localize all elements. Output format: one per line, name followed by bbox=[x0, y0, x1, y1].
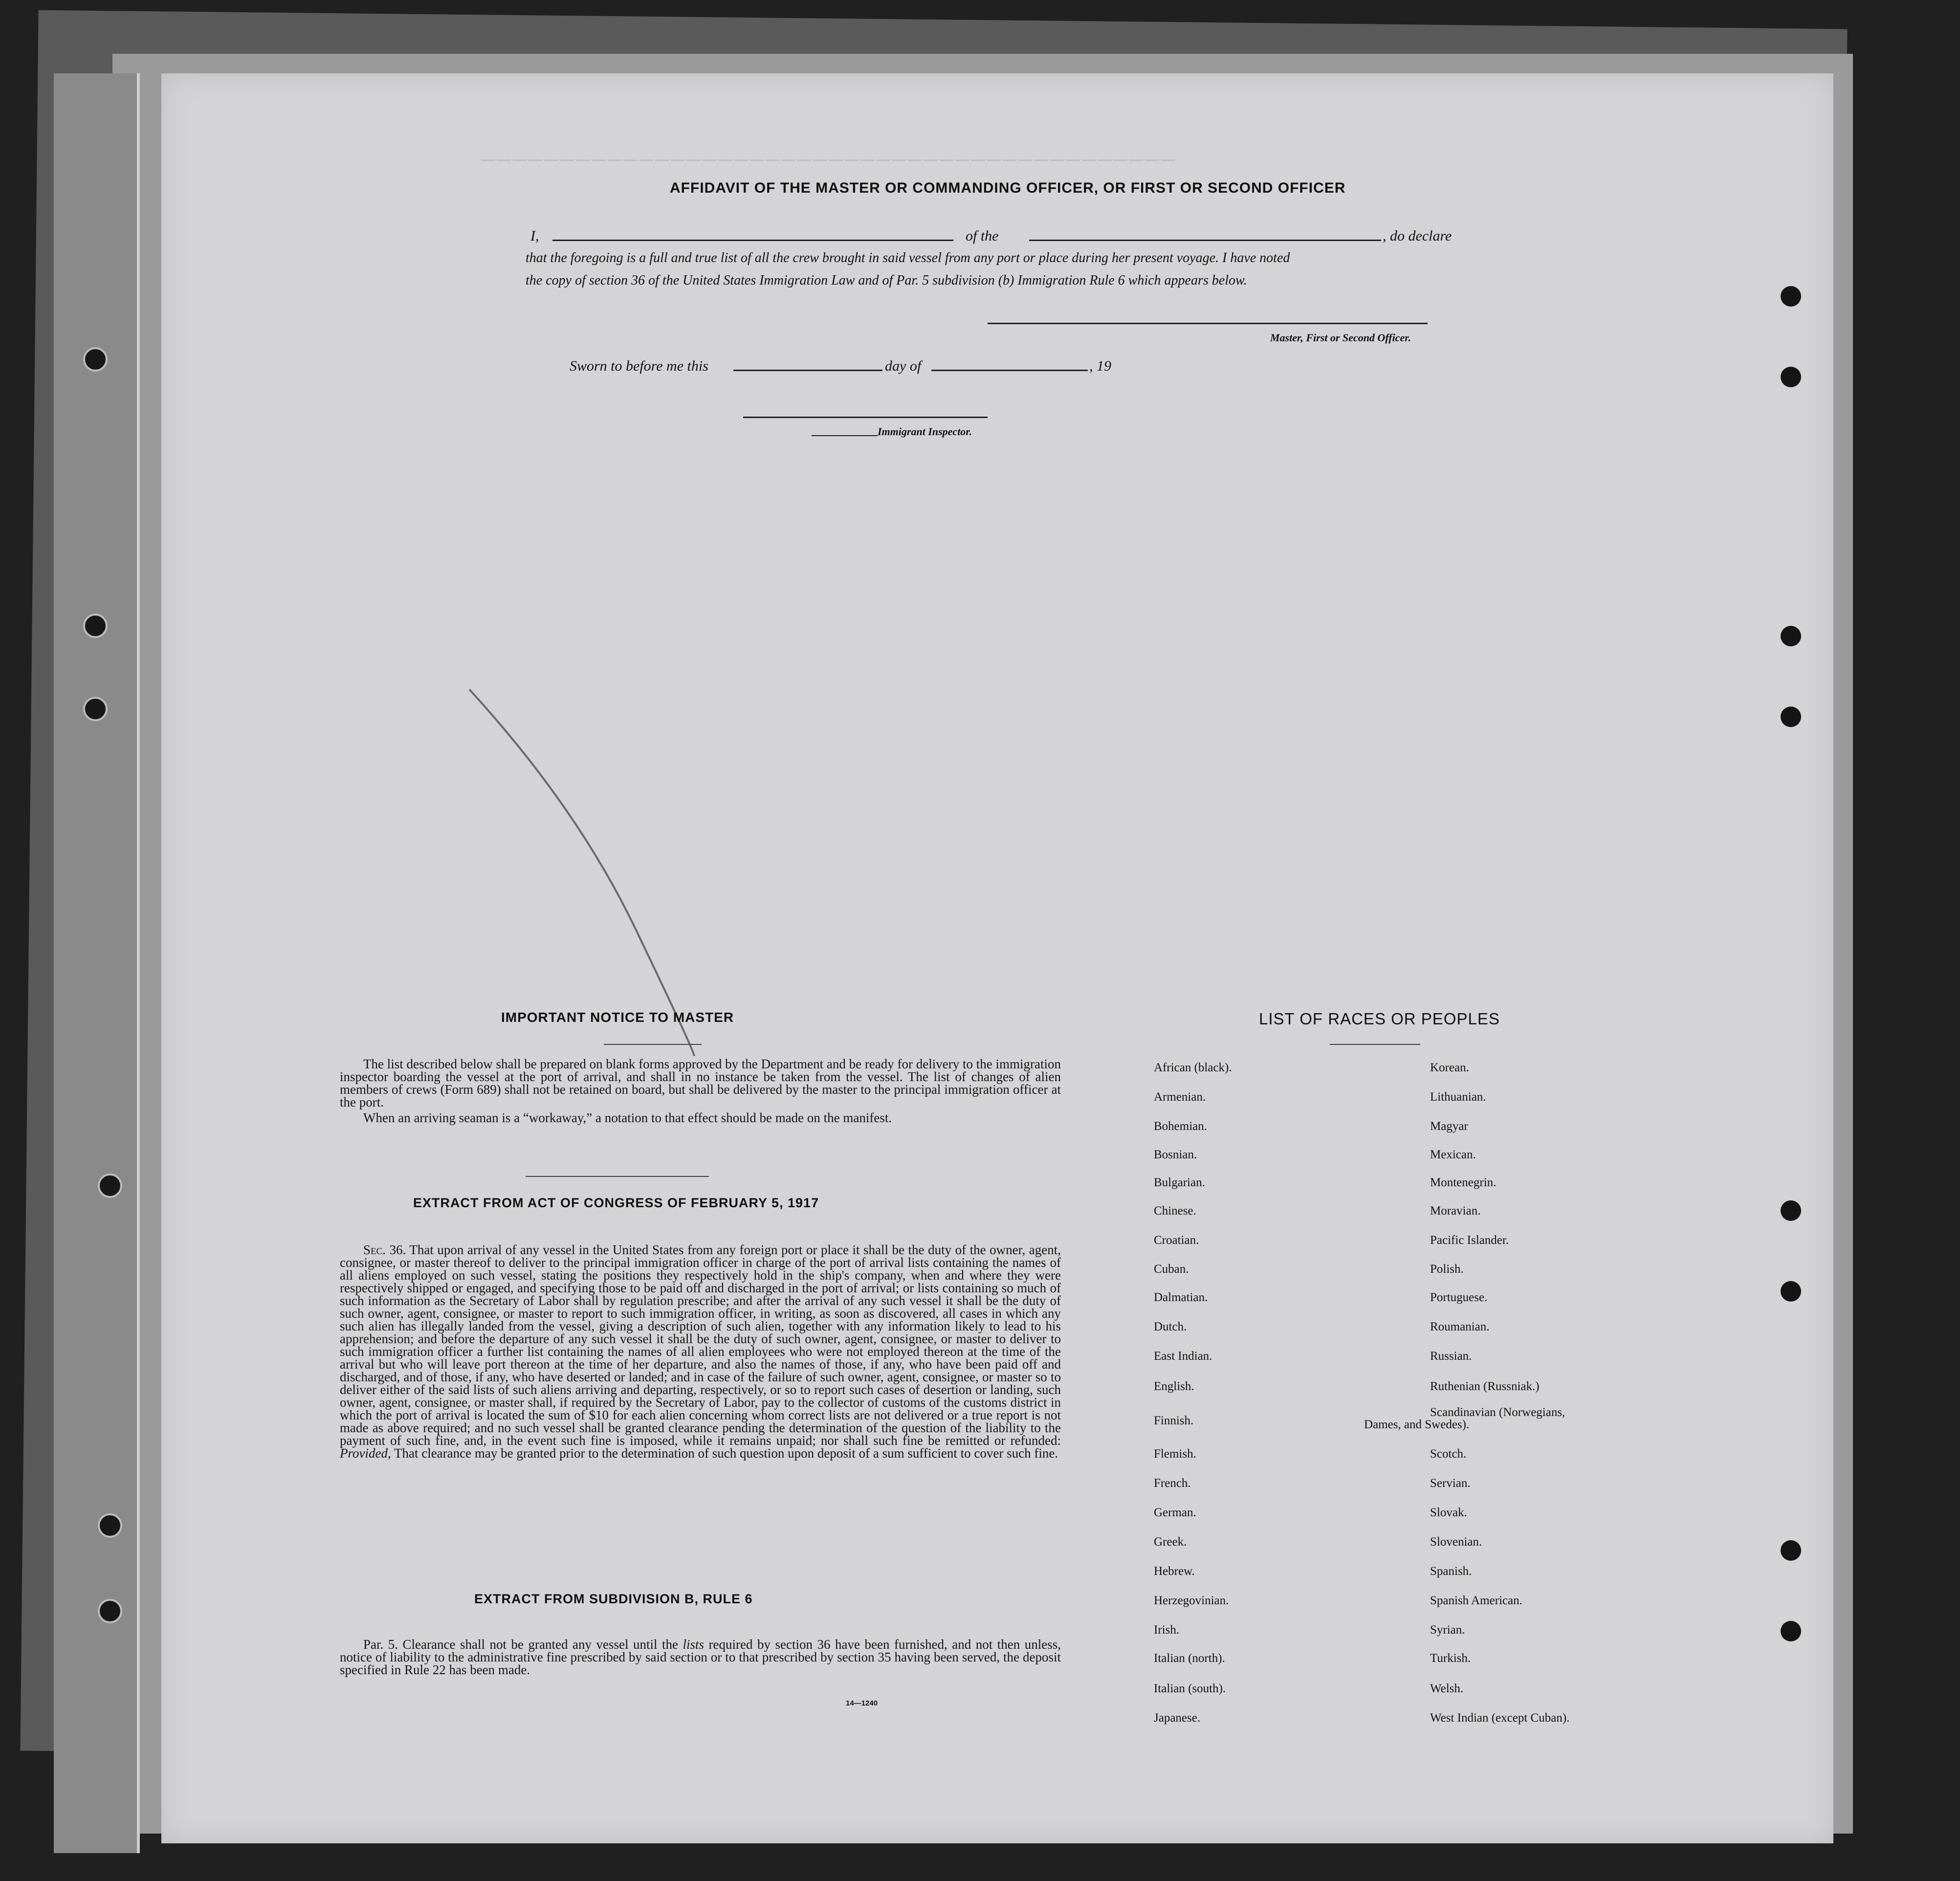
punch-hole-icon bbox=[1781, 1281, 1801, 1302]
race-item: Armenian. bbox=[1154, 1090, 1206, 1104]
race-item: Ruthenian (Russniak.) bbox=[1430, 1380, 1540, 1393]
race-item: Japanese. bbox=[1154, 1711, 1201, 1725]
race-item: Servian. bbox=[1430, 1477, 1471, 1490]
race-item: Welsh. bbox=[1430, 1682, 1464, 1695]
race-item: Irish. bbox=[1154, 1623, 1180, 1637]
affidavit-text-line2: the copy of section 36 of the United States Immigration Law and of Par. 5 subdivision (b) Immigration Rule 6 which appears below. bbox=[526, 273, 1247, 288]
notice-paragraph-1: The list described below shall be prepared on blank forms approved by the Department and be ready for delivery to the immigration inspector boarding the vessel at the port of arrival, and shall in no instance be taken from the vessel. The list of changes of alien members of crews (Form 689) shall not be retained on board, but shall be delivered by the master to the principal immigration officer at the port. bbox=[340, 1057, 1061, 1109]
rule-extract-body bbox=[340, 1638, 1061, 1676]
inspector-label: Immigrant Inspector. bbox=[878, 425, 972, 438]
divider bbox=[526, 1176, 709, 1177]
lists-word: lists bbox=[683, 1637, 705, 1652]
race-item: Cuban. bbox=[1154, 1262, 1189, 1276]
race-item: Scotch. bbox=[1430, 1447, 1467, 1461]
form-page bbox=[161, 73, 1833, 1843]
section-36-text: That upon arrival of any vessel in the United States from any foreign port or place it shall be the duty of the owner, agent, consignee, or master thereof to deliver to the principal immigration officer in charge of the port of arrival lists containing the names of all aliens employed on such vessel, stating the positions they respectively hold in the ship's company, when and where they were respectively shipped or engaged, and specifying those to be paid off and discharged in the port of arrival; or lists containing so much of such information as the Secretary of Labor shall by regulation prescribe; and after the arrival of any such vessel it shall be the duty of such owner, agent, consignee, or master to report to such immigration officer, in writing, as soon as discovered, all cases in which any such alien has illegally landed from the vessel, giving a description of such alien, together with any information likely to lead to his apprehension; and before the departure of any such vessel it shall be the duty of such owner, agent, consignee, or master to deliver to such immigration officer a further list containing the names of all alien employees who were not employed thereon at the time of the arrival but who will leave port thereon at the time of her departure, and also the names of those, if any, who have been paid off and discharged, and of those, if any, who have deserted or landed; and in case of the failure of such owner, agent, consignee, or master so to deliver either of the said lists of such aliens arriving and departing, respectively, or so to report such cases of desertion or landing, such owner, agent, consignee, or master shall, if required by the Secretary of Labor, pay to the collector of customs of the customs district in which the port of arrival is located the sum of $10 for each alien concerning whom correct lists are not delivered or a true report is not made as above required; and no such vessel shall be granted clearance pending the determination of the question of the liability to the payment of such fine, and, in the event such fine is imposed, while it remains unpaid; nor shall such fine be remitted or refunded: bbox=[340, 1242, 1061, 1448]
rule-extract-title: EXTRACT FROM SUBDIVISION B, RULE 6 bbox=[474, 1592, 753, 1606]
race-item: Lithuanian. bbox=[1430, 1090, 1486, 1104]
inspector-prefix-line bbox=[812, 435, 878, 436]
race-item: Portuguese. bbox=[1430, 1291, 1488, 1304]
race-item: Bohemian. bbox=[1154, 1120, 1208, 1133]
vessel-name-field[interactable] bbox=[1029, 240, 1381, 241]
binder-hole-icon bbox=[98, 1513, 122, 1538]
race-item: Croatian. bbox=[1154, 1234, 1199, 1247]
pencil-mark bbox=[464, 685, 719, 1066]
rule-text-before: Par. 5. Clearance shall not be granted any vessel until the bbox=[363, 1637, 678, 1652]
punch-hole-icon bbox=[1781, 286, 1801, 307]
race-item: Scandinavian (Norwegians, bbox=[1430, 1406, 1565, 1419]
affidavit-text-line1: that the foregoing is a full and true list of all the crew brought in said vessel from any port or place during her present voyage. I have noted bbox=[526, 250, 1290, 266]
form-number: 14—1240 bbox=[846, 1699, 878, 1707]
binder-hole-icon bbox=[98, 1173, 122, 1198]
race-item: Herzegovinian. bbox=[1154, 1594, 1229, 1607]
race-item: Turkish. bbox=[1430, 1652, 1471, 1665]
race-item: Slovak. bbox=[1430, 1506, 1467, 1519]
bleed-through-text: ──────────────────────────────────────────── bbox=[479, 149, 1175, 171]
punch-hole-icon bbox=[1781, 367, 1801, 387]
binder-hole-icon bbox=[83, 697, 108, 721]
punch-hole-icon bbox=[1781, 626, 1801, 646]
race-item: Spanish. bbox=[1430, 1565, 1472, 1578]
day-of-label: day of bbox=[885, 358, 922, 374]
race-item: Italian (south). bbox=[1154, 1682, 1226, 1695]
master-signature-label: Master, First or Second Officer. bbox=[1270, 332, 1411, 344]
race-item: Italian (north). bbox=[1154, 1652, 1225, 1665]
race-item: Dutch. bbox=[1154, 1320, 1187, 1333]
race-item: Hebrew. bbox=[1154, 1565, 1195, 1578]
sworn-month-field[interactable] bbox=[931, 370, 1088, 371]
divider bbox=[604, 1044, 702, 1045]
binder-hole-icon bbox=[83, 614, 108, 638]
binding-strip bbox=[54, 73, 140, 1853]
punch-hole-icon bbox=[1781, 1200, 1801, 1221]
race-item: Russian. bbox=[1430, 1350, 1472, 1363]
year-label: , 19 bbox=[1089, 358, 1111, 374]
affiant-name-field[interactable] bbox=[552, 240, 953, 241]
provided-label: Provided, bbox=[340, 1446, 391, 1461]
race-item: Chinese. bbox=[1154, 1204, 1196, 1217]
race-item: Finnish. bbox=[1154, 1414, 1194, 1427]
race-item: Flemish. bbox=[1154, 1447, 1196, 1461]
race-item: English. bbox=[1154, 1380, 1194, 1393]
race-item: Roumanian. bbox=[1430, 1320, 1490, 1333]
race-item: African (black). bbox=[1154, 1061, 1232, 1074]
affiant-label: I, bbox=[530, 228, 539, 244]
race-item: Bosnian. bbox=[1154, 1148, 1197, 1161]
sworn-day-field[interactable] bbox=[733, 370, 882, 371]
race-item: Slovenian. bbox=[1430, 1535, 1482, 1549]
race-item: Pacific Islander. bbox=[1430, 1234, 1509, 1247]
do-declare-label: , do declare bbox=[1383, 228, 1452, 244]
punch-hole-icon bbox=[1781, 1540, 1801, 1561]
race-item: Montenegrin. bbox=[1430, 1176, 1497, 1189]
races-title: LIST OF RACES OR PEOPLES bbox=[1259, 1010, 1500, 1028]
section-label: Sec. 36. bbox=[363, 1242, 406, 1257]
race-item: French. bbox=[1154, 1477, 1191, 1490]
race-item: Greek. bbox=[1154, 1535, 1187, 1549]
act-extract-title: EXTRACT FROM ACT OF CONGRESS OF FEBRUARY 5, 1917 bbox=[413, 1195, 819, 1210]
race-item: West Indian (except Cuban). bbox=[1430, 1711, 1570, 1725]
race-item: Magyar bbox=[1430, 1120, 1468, 1133]
race-item: Moravian. bbox=[1430, 1204, 1481, 1217]
act-extract-body bbox=[340, 1243, 1061, 1460]
divider bbox=[1330, 1044, 1420, 1045]
notice-paragraph-2: When an arriving seaman is a “workaway,” a notation to that effect should be made on the manifest. bbox=[363, 1110, 892, 1125]
race-item: Dalmatian. bbox=[1154, 1291, 1208, 1304]
race-item: Bulgarian. bbox=[1154, 1176, 1205, 1189]
of-the-label: of the bbox=[966, 228, 999, 244]
punch-hole-icon bbox=[1781, 707, 1801, 727]
binder-hole-icon bbox=[83, 347, 108, 372]
sworn-label: Sworn to before me this bbox=[570, 358, 708, 374]
section-36-text-end: That clearance may be granted prior to the determination of such question upon deposit of a sum sufficient to cover such fine. bbox=[394, 1446, 1058, 1461]
rule-text-after: required by section 36 have been furnished, and not then unless, notice of liability to the administrative fine prescribed by said section or to that prescribed by section 35 having been served, the deposit specified in Rule 22 has been made. bbox=[340, 1637, 1061, 1677]
affidavit-title: AFFIDAVIT OF THE MASTER OR COMMANDING OFFICER, OR FIRST OR SECOND OFFICER bbox=[670, 180, 1346, 196]
inspector-signature-field[interactable] bbox=[743, 417, 988, 418]
master-signature-field[interactable] bbox=[988, 323, 1428, 324]
race-item: Syrian. bbox=[1430, 1623, 1465, 1637]
race-item: Spanish American. bbox=[1430, 1594, 1522, 1607]
punch-hole-icon bbox=[1781, 1621, 1801, 1641]
race-item: Korean. bbox=[1430, 1061, 1469, 1074]
notice-title: IMPORTANT NOTICE TO MASTER bbox=[501, 1010, 734, 1025]
race-item: Polish. bbox=[1430, 1262, 1464, 1276]
race-item-continuation: Dames, and Swedes). bbox=[1364, 1418, 1470, 1431]
race-item: East Indian. bbox=[1154, 1350, 1212, 1363]
race-item: German. bbox=[1154, 1506, 1196, 1519]
race-item: Mexican. bbox=[1430, 1148, 1476, 1161]
binder-hole-icon bbox=[98, 1599, 122, 1623]
notice-body bbox=[340, 1058, 1061, 1127]
